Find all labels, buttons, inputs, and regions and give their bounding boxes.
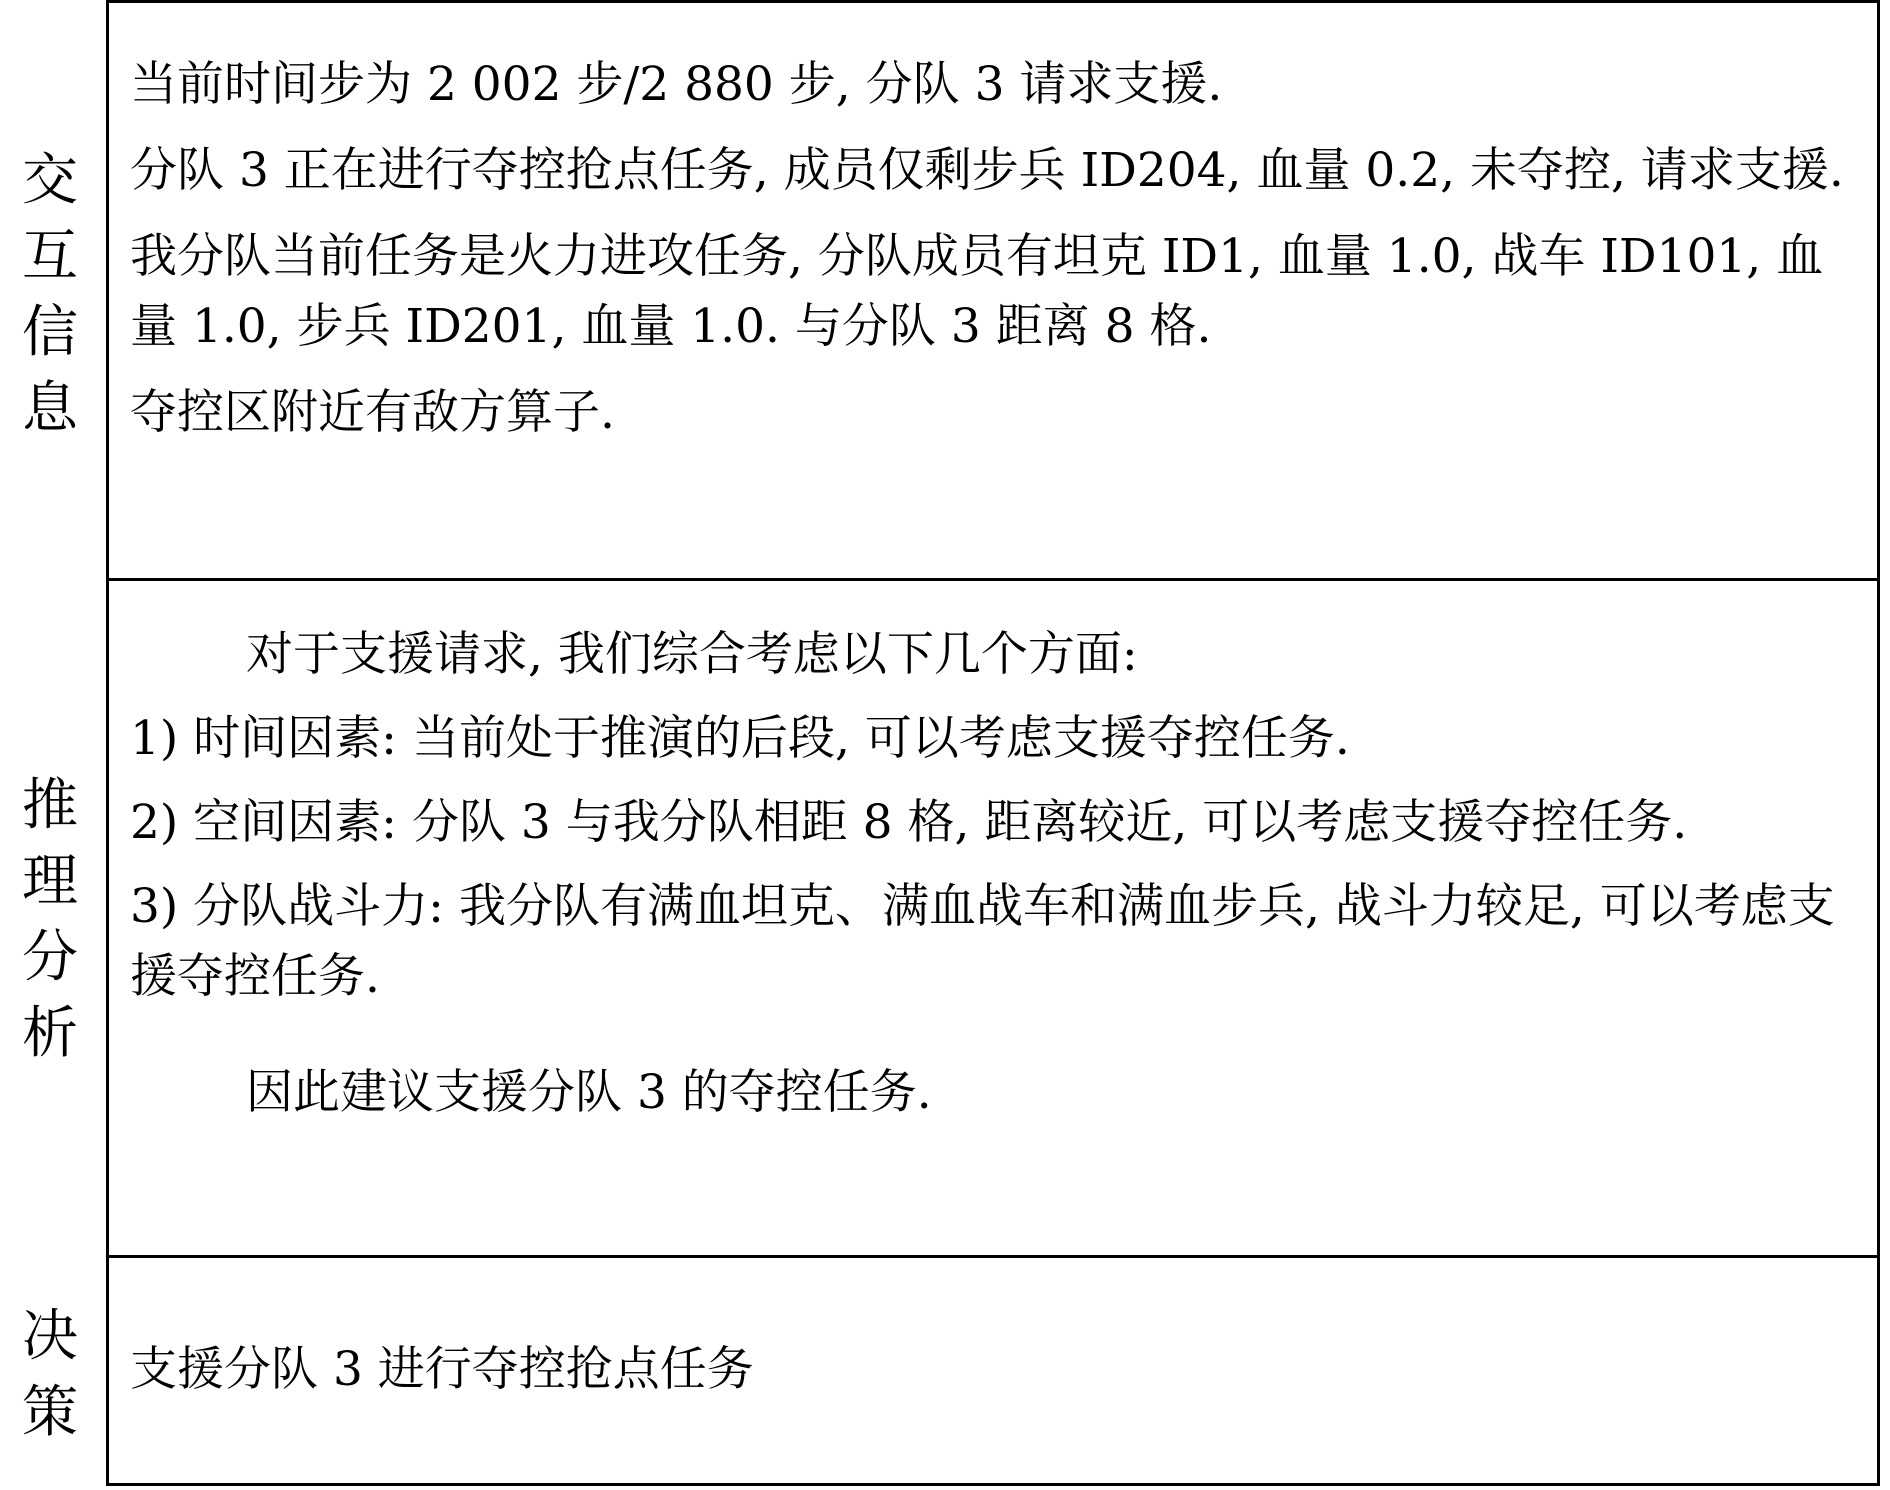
reasoning-conclusion: 因此建议支援分队 3 的夺控任务. [246,1065,932,1120]
interaction-paragraph: 夺控区附近有敌方算子. [130,385,615,440]
row-label-char: 交 [22,148,78,213]
reasoning-point: 3) 分队战斗力: 我分队有满血坦克、满血战车和满血步兵, 战斗力较足, 可以考虑支援夺控任务. [130,879,1835,1004]
interaction-paragraph: 我分队当前任务是火力进攻任务, 分队成员有坦克 ID1, 血量 1.0, 战车 ID101, 血量 1.0, 步兵 ID201, 血量 1.0. 与分队 3 距离 8 格. [130,229,1824,354]
decision-text: 支援分队 3 进行夺控抢点任务 [130,1342,754,1397]
reasoning-point: 2) 空间因素: 分队 3 与我分队相距 8 格, 距离较近, 可以考虑支援夺控任务. [130,795,1688,850]
row-label-char: 互 [22,224,78,289]
row-label-char: 析 [22,1001,78,1066]
decision-cell [130,1335,1860,1405]
interaction-cell [130,50,1860,448]
row-label-char: 信 [22,300,78,365]
row-label-reasoning [0,755,100,1085]
row-label-char: 策 [22,1380,78,1445]
row-label-char: 分 [22,925,78,990]
row-label-char: 推 [22,773,78,838]
row-label-char: 息 [22,376,78,441]
row-label-decision [0,1295,100,1455]
reasoning-intro: 对于支援请求, 我们综合考虑以下几个方面: [246,627,1138,682]
reasoning-point: 1) 时间因素: 当前处于推演的后段, 可以考虑支援夺控任务. [130,711,1350,766]
row-label-interaction [0,130,100,460]
table-top-border [106,0,1880,3]
interaction-paragraph: 当前时间步为 2 002 步/2 880 步, 分队 3 请求支援. [130,57,1223,112]
row-divider-1 [106,578,1880,581]
row-label-char: 理 [22,849,78,914]
row-label-char: 决 [22,1304,78,1369]
reasoning-cell [130,620,1860,1128]
row-divider-2 [106,1255,1880,1258]
interaction-paragraph: 分队 3 正在进行夺控抢点任务, 成员仅剩步兵 ID204, 血量 0.2, 未夺控, 请求支援. [130,143,1844,198]
